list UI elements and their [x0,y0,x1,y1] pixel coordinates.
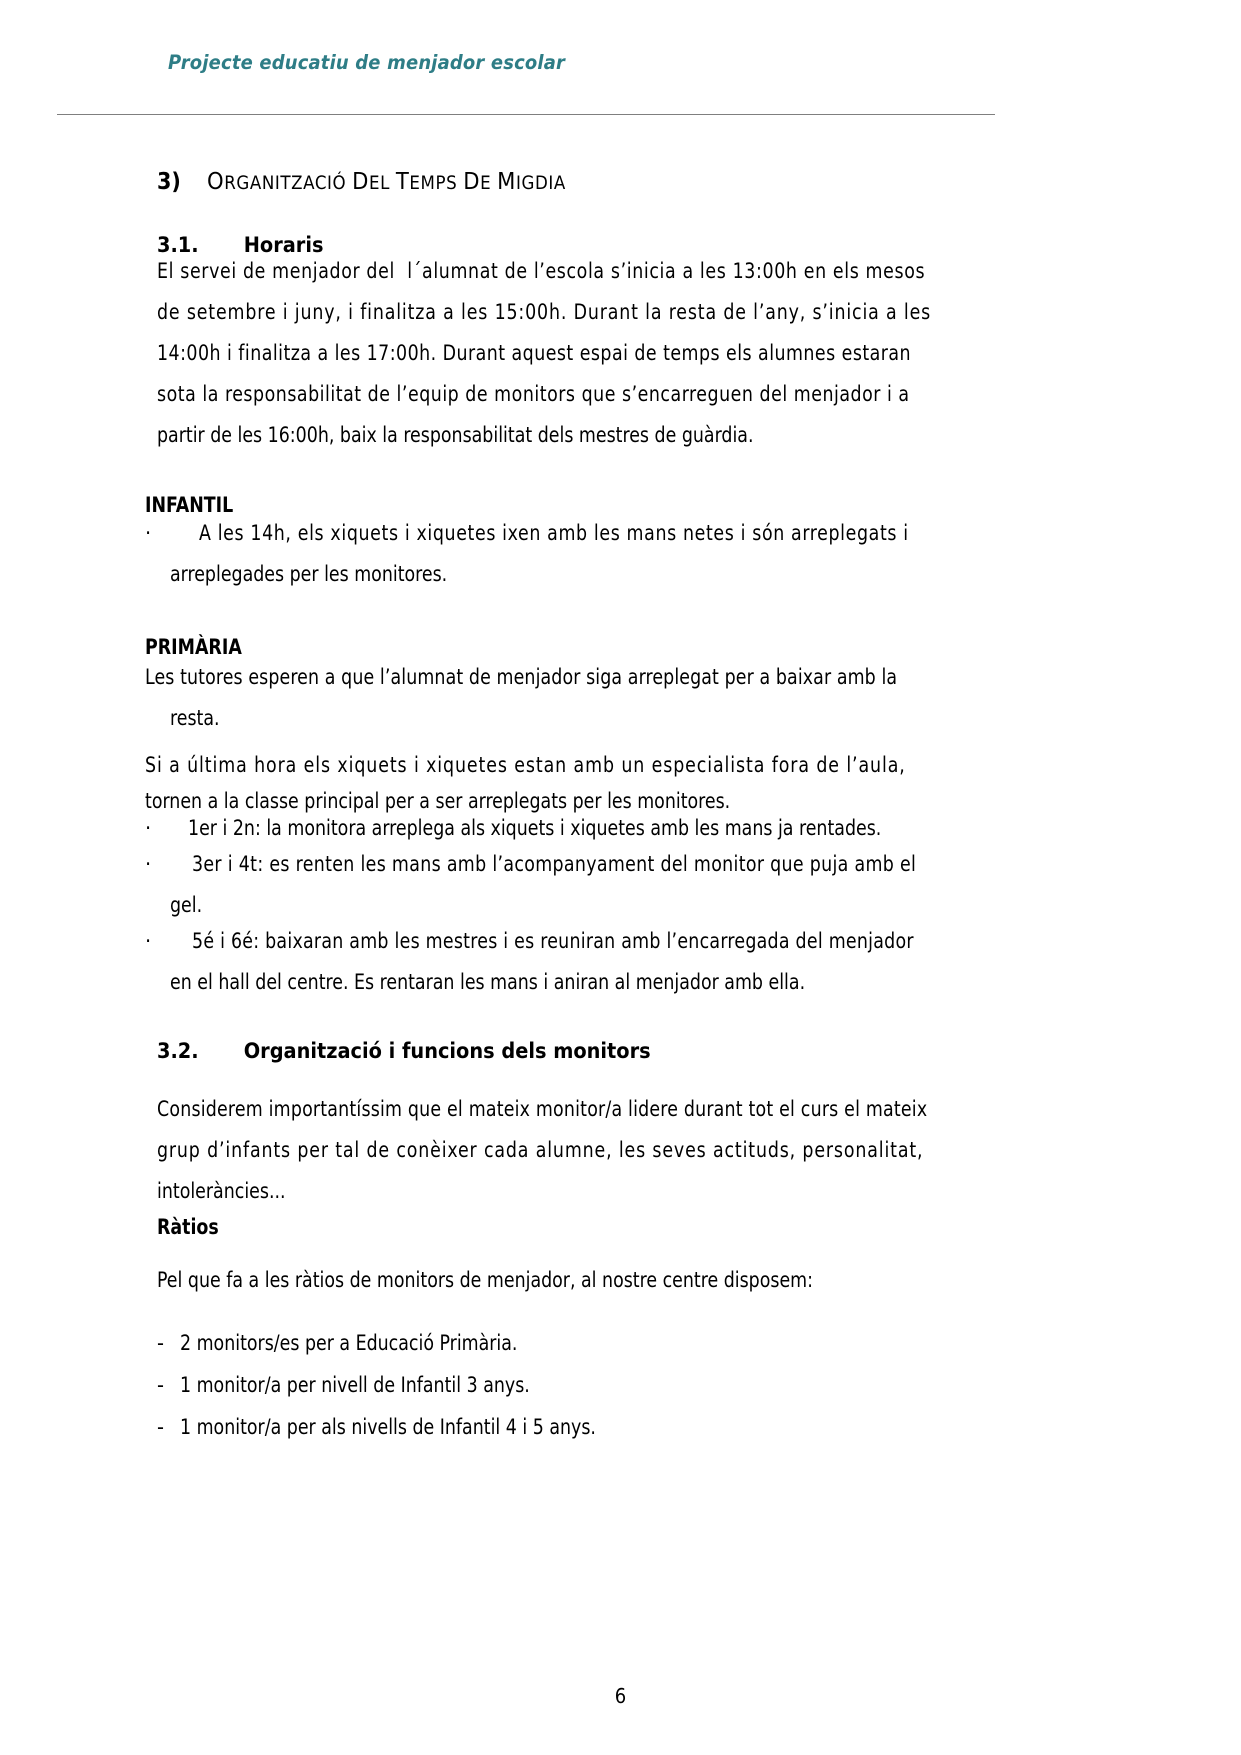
list-item: 1 monitor/a per als nivells de Infantil 4 i 5 anys. [180,1415,596,1440]
paragraph-line: Si a última hora els xiquets i xiquetes estan amb un especialista fora de l’aula, [145,753,906,778]
bullet-marker-icon: · [145,816,152,841]
list-item: A les 14h, els xiquets i xiquetes ixen amb les mans netes i són arreplegats i [199,521,909,546]
section-heading-number: 3) [157,169,181,195]
paragraph-line: sota la responsabilitat de l’equip de monitors que s’encarreguen del menjador i a [157,382,910,407]
subsection-32-number: 3.2. [157,1039,199,1064]
subsection-32-heading [157,1039,651,1064]
list-item: 3er i 4t: es renten les mans amb l’acompanyament del monitor que puja amb el [192,852,917,877]
ratios-heading: Ràtios [157,1215,219,1240]
ratios-intro: Pel que fa a les ràtios de monitors de menjador, al nostre centre disposem: [157,1268,813,1293]
subsection-31-number: 3.1. [157,233,199,258]
paragraph-line: grup d’infants per tal de conèixer cada alumne, les seves actituds, personalitat, [157,1138,924,1163]
bullet-marker-icon: · [145,929,152,954]
bullet-marker-icon: · [145,852,152,877]
paragraph-line: intoleràncies... [157,1179,286,1204]
list-item: 1 monitor/a per nivell de Infantil 3 anys. [180,1373,530,1398]
dash-marker-icon: - [157,1331,164,1356]
infantil-heading: INFANTIL [145,493,234,518]
paragraph-line: Les tutores esperen a que l’alumnat de menjador siga arreplegat per a baixar amb la [145,665,898,690]
subsection-31-title: Horaris [243,233,324,258]
list-item: 1er i 2n: la monitora arreplega als xiquets i xiquetes amb les mans ja rentades. [188,816,882,841]
paragraph-line: de setembre i juny, i finalitza a les 15:00h. Durant la resta de l’any, s’inicia a les [157,300,932,325]
page-number: 6 [614,1684,627,1708]
paragraph-line: partir de les 16:00h, baix la responsabilitat dels mestres de guàrdia. [157,423,754,448]
page-header [0,0,1241,120]
paragraph-line: 14:00h i finalitza a les 17:00h. Durant aquest espai de temps els alumnes estaran [157,341,912,366]
paragraph-line: Considerem importantíssim que el mateix monitor/a lidere durant tot el curs el mateix [157,1097,928,1122]
section-heading-title: ORGANITZACIÓ DEL TEMPS DE MIGDIA [206,167,566,195]
primaria-heading: PRIMÀRIA [145,635,242,660]
header-divider [57,114,995,115]
subsection-31-heading [157,233,323,258]
paragraph-line: resta. [170,706,220,731]
list-item: gel. [170,893,203,918]
subsection-32-title: Organització i funcions dels monitors [243,1039,651,1064]
list-item: arreplegades per les monitores. [170,562,448,587]
header-title: Projecte educatiu de menjador escolar [168,51,566,74]
dash-marker-icon: - [157,1373,164,1398]
list-item: 2 monitors/es per a Educació Primària. [180,1331,518,1356]
paragraph-line: tornen a la classe principal per a ser arreplegats per les monitores. [145,789,731,814]
dash-marker-icon: - [157,1415,164,1440]
list-item: en el hall del centre. Es rentaran les mans i aniran al menjador amb ella. [170,970,806,995]
list-item: 5é i 6é: baixaran amb les mestres i es reuniran amb l’encarregada del menjador [192,929,914,954]
section-heading [157,167,566,195]
paragraph-line: El servei de menjador del l´alumnat de l’escola s’inicia a les 13:00h en els mesos [157,259,926,284]
bullet-marker-icon: · [145,521,152,546]
